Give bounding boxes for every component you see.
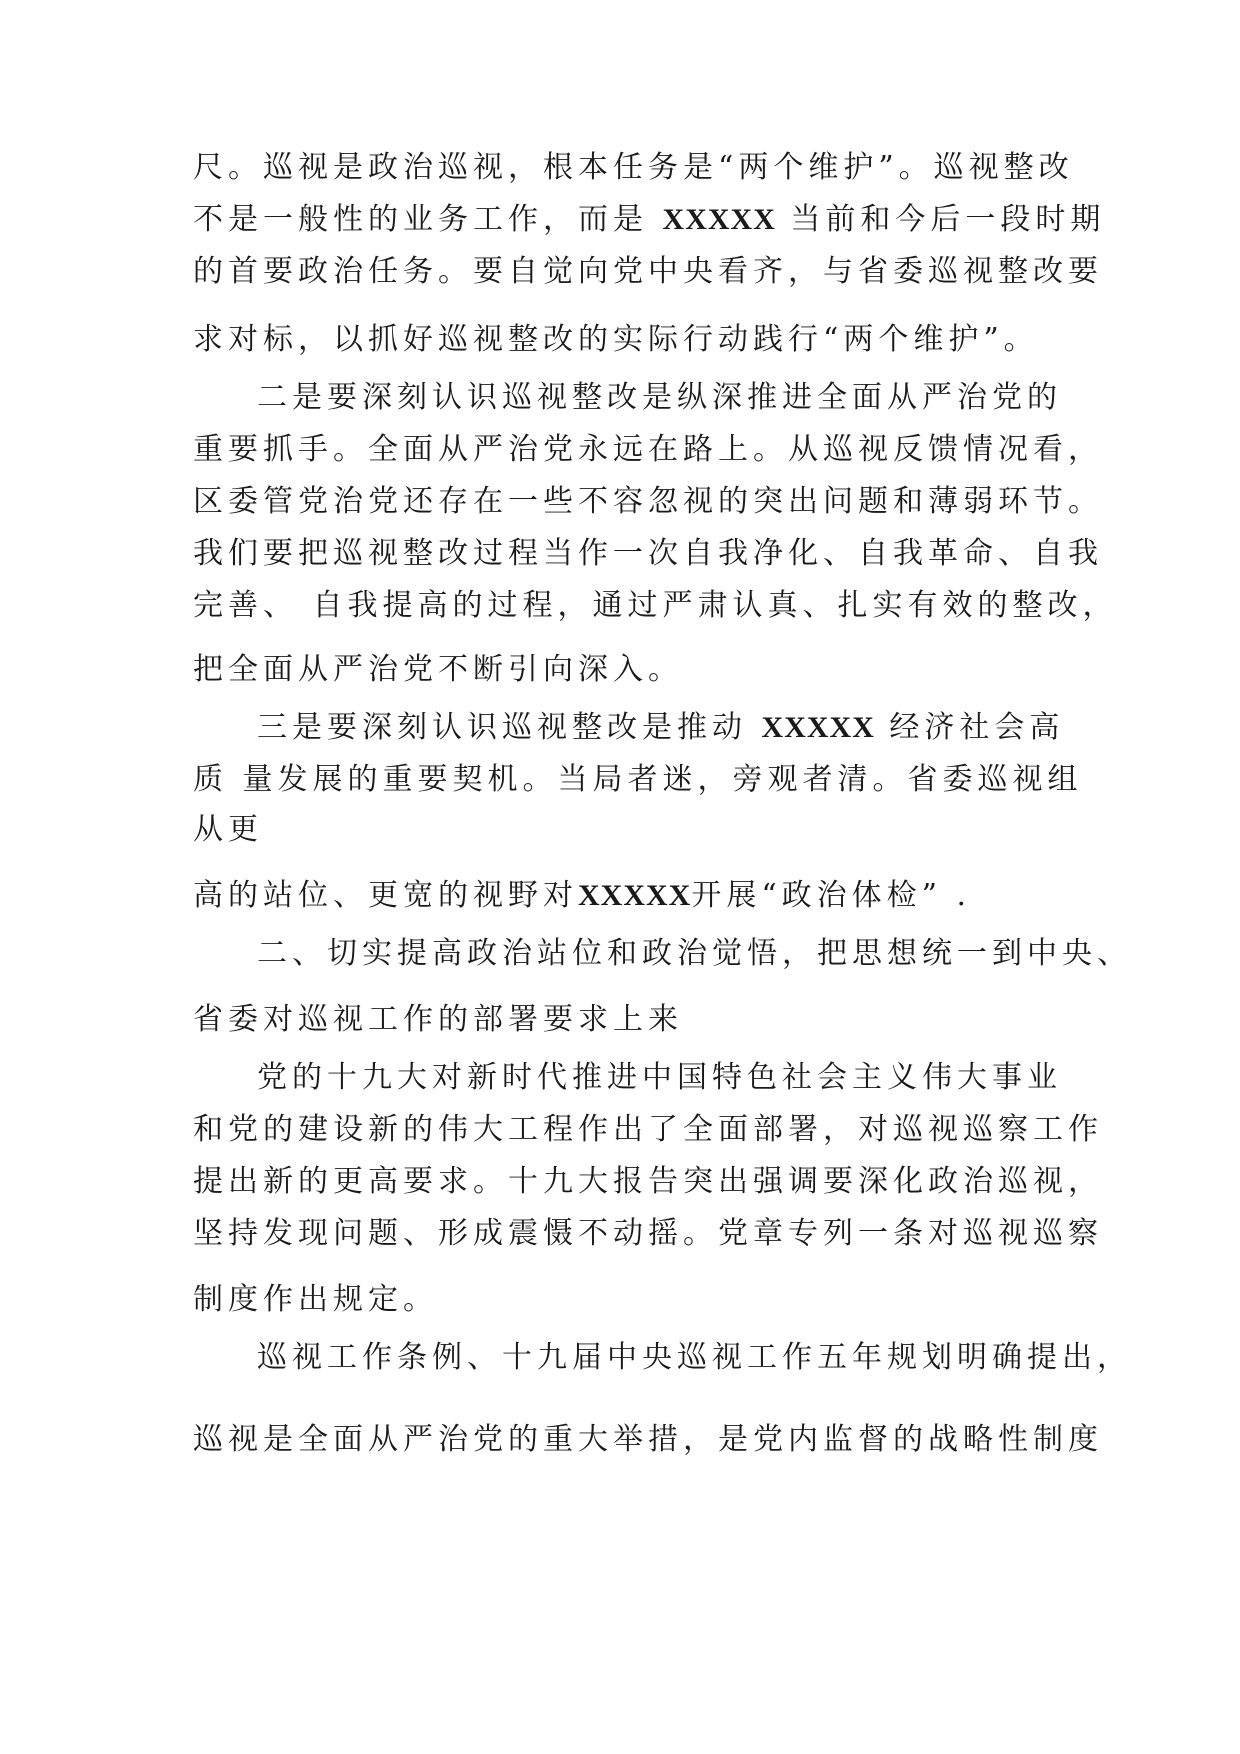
text-line: 尺。巡视是政治巡视，根本任务是“两个维护”。巡视整改 [193, 150, 1074, 185]
section-heading: 二、切实提高政治站位和政治觉悟，把思想统一到中央、 [257, 936, 1132, 971]
text-line: 从更 [193, 812, 263, 847]
text-line: 不是一般性的业务工作，而是 XXXXX 当前和今后一段时期 [193, 202, 1106, 237]
text-line: 的首要政治任务。要自觉向党中央看齐，与省委巡视整改要 [193, 254, 1103, 289]
text-line: 高的站位、更宽的视野对XXXXX开展“政治体检” . [193, 878, 972, 913]
text-line: 区委管党治党还存在一些不容忽视的突出问题和薄弱环节。 [193, 484, 1103, 519]
text-line: 巡视是全面从严治党的重大举措，是党内监督的战略性制度 [193, 1422, 1103, 1457]
text-line: 和党的建设新的伟大工程作出了全面部署，对巡视巡察工作 [193, 1112, 1103, 1147]
text-line: 我们要把巡视整改过程当作一次自我净化、自我革命、自我 [193, 536, 1103, 571]
text-line: 提出新的更高要求。十九大报告突出强调要深化政治巡视， [193, 1164, 1103, 1199]
paragraph-start: 巡视工作条例、十九届中央巡视工作五年规划明确提出， [257, 1340, 1132, 1375]
text-line: 完善、 自我提高的过程，通过严肃认真、扎实有效的整改， [193, 588, 1118, 623]
text-line: 坚持发现问题、形成震慑不动摇。党章专列一条对巡视巡察 [193, 1216, 1103, 1251]
text-line: 把全面从严治党不断引向深入。 [193, 652, 683, 687]
redacted-name: XXXXX [578, 879, 692, 912]
section-heading-cont: 省委对巡视工作的部署要求上来 [193, 1002, 683, 1037]
redacted-name: XXXXX [662, 203, 776, 236]
text-line: 制度作出规定。 [193, 1282, 438, 1317]
paragraph-start: 三是要深刻认识巡视整改是推动 XXXXX 经济社会高 [257, 710, 1065, 745]
redacted-name: XXXXX [761, 711, 875, 744]
paragraph-start: 党的十九大对新时代推进中国特色社会主义伟大事业 [257, 1060, 1062, 1095]
text-line: 求对标，以抓好巡视整改的实际行动践行“两个维护”。 [193, 322, 1039, 357]
text-line: 重要抓手。全面从严治党永远在路上。从巡视反馈情况看， [193, 432, 1103, 467]
paragraph-start: 二是要深刻认识巡视整改是纵深推进全面从严治党的 [257, 380, 1062, 415]
text-line: 质 量发展的重要契机。当局者迷，旁观者清。省委巡视组 [193, 762, 1083, 797]
